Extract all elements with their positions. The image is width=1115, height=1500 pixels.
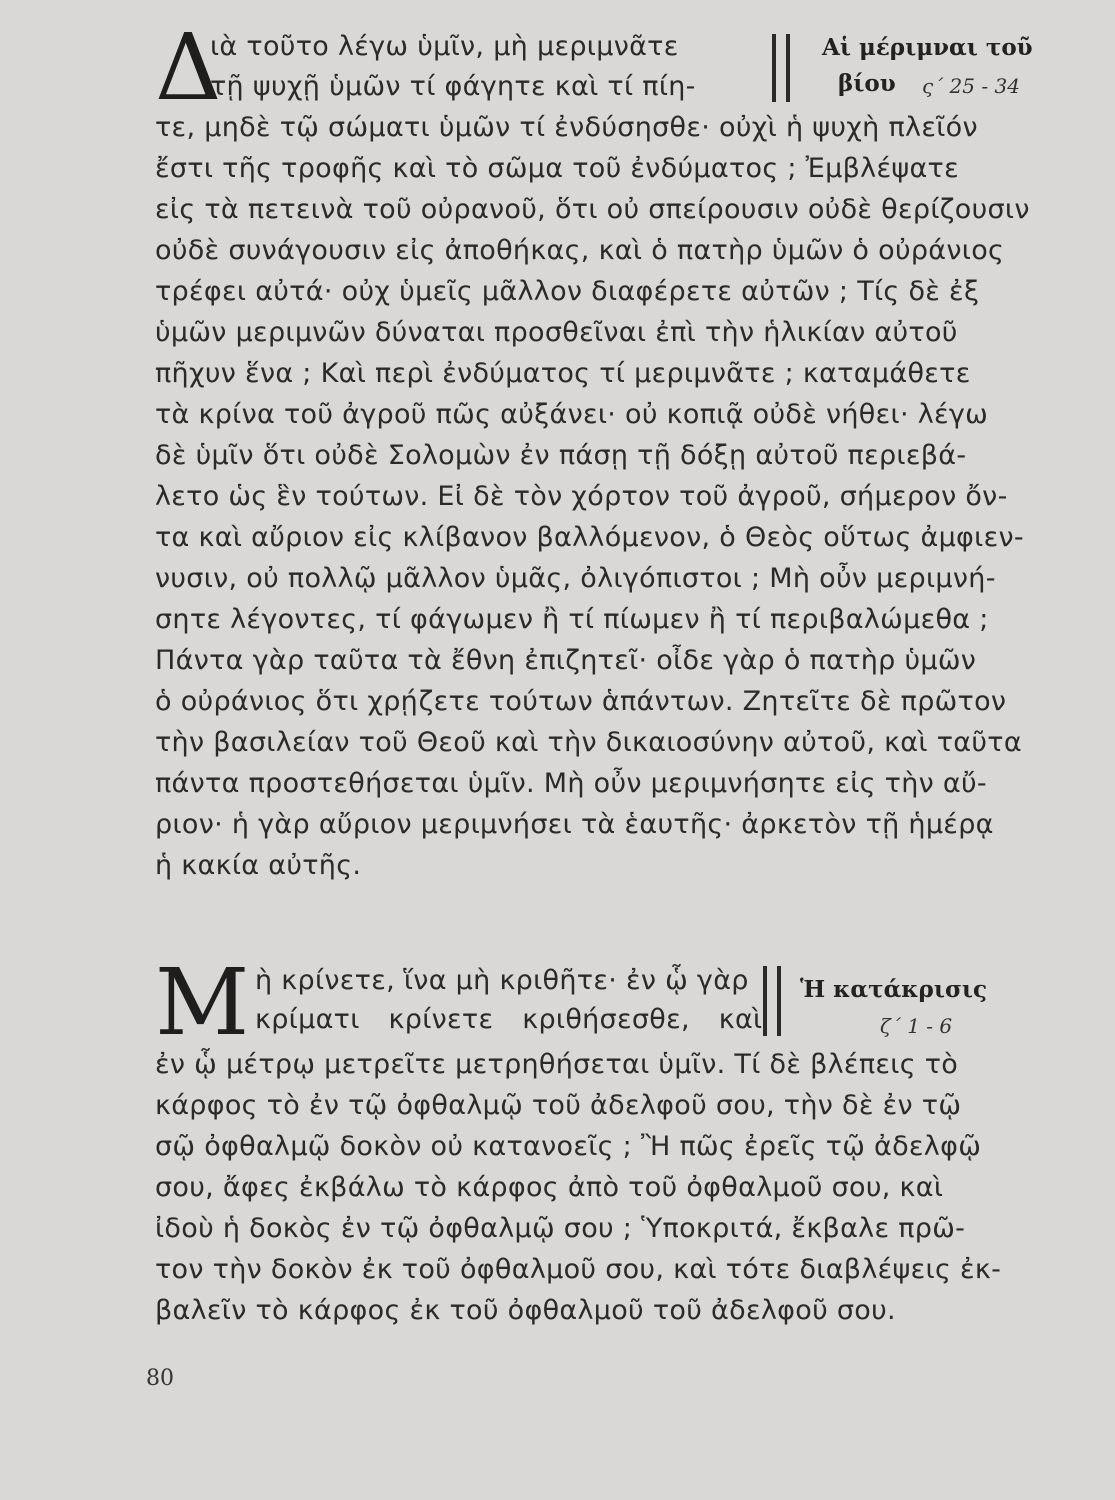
text-line: ὑμῶν μεριμνῶν δύναται προσθεῖναι ἐπὶ τὴν ἡλικίαν αὐτοῦ — [155, 317, 958, 348]
text-line: τε, μηδὲ τῷ σώματι ὑμῶν τί ἐνδύσησθε· οὐχὶ ἡ ψυχὴ πλεῖόν — [155, 112, 978, 143]
text-line: ὁ οὐράνιος ὅτι χρῄζετε τούτων ἁπάντων. Ζητεῖτε δὲ πρῶτον — [155, 686, 1007, 717]
text-line: ριον· ἡ γὰρ αὔριον μεριμνήσει τὰ ἑαυτῆς· ἀρκετὸν τῇ ἡμέρᾳ — [155, 809, 994, 840]
text-line: κάρφος τὸ ἐν τῷ ὀφθαλμῷ τοῦ ἀδελφοῦ σου, τὴν δὲ ἐν τῷ — [155, 1090, 962, 1121]
text-line: σου, ἄφες ἐκβάλω τὸ κάρφος ἀπὸ τοῦ ὀφθαλμοῦ σου, καὶ — [155, 1172, 944, 1203]
text-line: τὰ κρίνα τοῦ ἀγροῦ πῶς αὐξάνει· οὐ κοπιᾷ οὐδὲ νήθει· λέγω — [155, 399, 989, 430]
text-line: πάντα προστεθήσεται ὑμῖν. Μὴ οὖν μεριμνήσητε εἰς τὴν αὔ- — [155, 768, 987, 799]
sidenote-divider — [786, 34, 790, 102]
page-number: 80 — [146, 1366, 174, 1391]
drop-cap-delta: Δ — [155, 14, 222, 121]
text-line: ἐν ᾧ μέτρῳ μετρεῖτε μετρηθήσεται ὑμῖν. Τί δὲ βλέπεις τὸ — [155, 1049, 959, 1080]
text-line: ιὰ τοῦτο λέγω ὑμῖν, μὴ μεριμνᾶτε — [210, 31, 679, 62]
text-line: σῷ ὀφθαλμῷ δοκὸν οὐ κατανοεῖς ; Ἢ πῶς ἐρεῖς τῷ ἀδελφῷ — [155, 1131, 982, 1162]
text-line: πῆχυν ἕνα ; Καὶ περὶ ἐνδύματος τί μεριμνᾶτε ; καταμάθετε — [155, 358, 971, 389]
text-line: σητε λέγοντες, τί φάγωμεν ἢ τί πίωμεν ἢ τί περιβαλώμεθα ; — [155, 604, 989, 635]
sidenote-title: Αἱ μέριμναι τοῦ — [822, 34, 1033, 61]
text-line: ὴ κρίνετε, ἵνα μὴ κριθῆτε· ἐν ᾧ γὰρ — [255, 965, 749, 996]
text-line: δὲ ὑμῖν ὅτι οὐδὲ Σολομὼν ἐν πάσῃ τῇ δόξῃ αὐτοῦ περιεβά- — [155, 440, 967, 471]
text-line: λετο ὡς ἓν τούτων. Εἰ δὲ τὸν χόρτον τοῦ ἀγροῦ, σήμερον ὄν- — [155, 481, 1008, 512]
sidenote-title: βίου — [838, 70, 896, 97]
sidenote-reference: ζ´ 1 - 6 — [880, 1014, 953, 1038]
text-line: εἰς τὰ πετεινὰ τοῦ οὐρανοῦ, ὅτι οὐ σπείρουσιν οὐδὲ θερίζουσιν — [155, 194, 1030, 225]
sidenote-divider — [763, 966, 767, 1036]
text-line: οὐδὲ συνάγουσιν εἰς ἀποθήκας, καὶ ὁ πατὴρ ὑμῶν ὁ οὐράνιος — [155, 235, 1005, 266]
text-line: ἡ κακία αὐτῆς. — [155, 850, 362, 881]
text-line: νυσιν, οὐ πολλῷ μᾶλλον ὑμᾶς, ὀλιγόπιστοι ; Μὴ οὖν μεριμνή- — [155, 563, 996, 594]
text-line: ἔστι τῆς τροφῆς καὶ τὸ σῶμα τοῦ ἐνδύματος ; Ἐμβλέψατε — [155, 153, 960, 184]
text-line: κρίματι κρίνετε κριθήσεσθε, καὶ — [255, 1004, 763, 1035]
sidenote-divider — [777, 966, 781, 1036]
text-line: τον τὴν δοκὸν ἐκ τοῦ ὀφθαλμοῦ σου, καὶ τότε διαβλέψεις ἐκ- — [155, 1254, 1002, 1285]
text-line: βαλεῖν τὸ κάρφος ἐκ τοῦ ὀφθαλμοῦ τοῦ ἀδελφοῦ σου. — [155, 1295, 896, 1326]
sidenote-divider — [772, 34, 776, 102]
text-line: ἰδοὺ ἡ δοκὸς ἐν τῷ ὀφθαλμῷ σου ; Ὑποκριτά, ἔκβαλε πρῶ- — [155, 1213, 966, 1244]
sidenote-reference: ς´ 25 - 34 — [922, 74, 1020, 98]
sidenote-title: Ἡ κατάκρισις — [800, 976, 988, 1003]
text-line: τῇ ψυχῇ ὑμῶν τί φάγητε καὶ τί πίη- — [210, 71, 696, 102]
drop-cap-mu: Μ — [155, 949, 250, 1056]
text-line: τα καὶ αὔριον εἰς κλίβανον βαλλόμενον, ὁ Θεὸς οὕτως ἀμφιεν- — [155, 522, 1024, 553]
text-line: τὴν βασιλείαν τοῦ Θεοῦ καὶ τὴν δικαιοσύνην αὐτοῦ, καὶ ταῦτα — [155, 727, 1022, 758]
text-line: τρέφει αὐτά· οὐχ ὑμεῖς μᾶλλον διαφέρετε αὐτῶν ; Τίς δὲ ἐξ — [155, 276, 980, 307]
text-line: Πάντα γὰρ ταῦτα τὰ ἔθνη ἐπιζητεῖ· οἶδε γὰρ ὁ πατὴρ ὑμῶν — [155, 645, 977, 676]
